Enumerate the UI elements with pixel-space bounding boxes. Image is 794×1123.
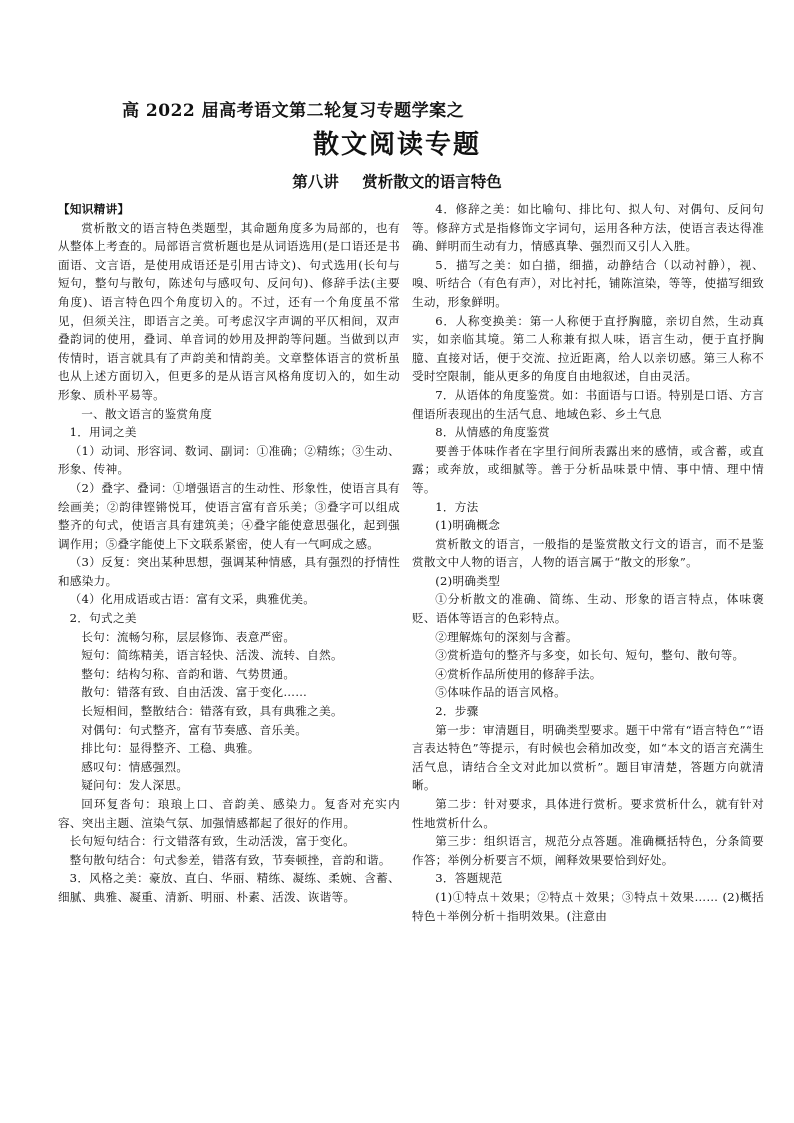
right-column-paragraph: ②理解炼句的深刻与含蓄。 xyxy=(435,629,578,644)
right-column-paragraph: (1)明确概念 xyxy=(435,518,501,533)
right-column-paragraph: (2)明确类型 xyxy=(435,573,501,588)
left-column-paragraph: 短句：简练精美，语言轻快、活泼、流转、自然。 xyxy=(81,648,343,663)
left-column-paragraph: 长句：流畅匀称，层层修饰、表意严密。 xyxy=(81,629,296,644)
right-column-paragraph: ④赏析作品所使用的修辞手法。 xyxy=(435,666,602,681)
right-column-paragraph: 1．方法 xyxy=(435,499,479,514)
left-column-paragraph: 排比句：显得整齐、工稳、典雅。 xyxy=(81,741,260,756)
right-column-paragraph: 4．修辞之美：如比喻句、排比句、拟人句、对偶句、反问句等。修辞方式是指修饰文字词句，运用各种方法，使语言表达得准确、鲜明而生动有力，情感真挚、强烈而又引人入胜。 xyxy=(412,202,764,254)
right-column-paragraph: 3．答题规范 xyxy=(435,871,503,886)
left-column-paragraph: （4）化用成语或古语：富有文采，典雅优美。 xyxy=(69,592,316,607)
left-column-paragraph: （1）动词、形容词、数词、副词：①准确；②精练；③生动、形象、传神。 xyxy=(58,443,400,477)
left-column-paragraph: 散句：错落有致、自由活泼、富于变化…… xyxy=(81,685,308,700)
right-column-paragraph: 第三步：组织语言，规范分点答题。准确概括特色，分条简要作答；举例分析要言不烦，阐释效果要恰到好处。 xyxy=(412,834,764,867)
right-column-paragraph: 5．描写之美：如白描，细描，动静结合（以动衬静），视、嗅、听结合（有色有声），对比衬托，铺陈渲染，等等，使描写细致生动，形象鲜明。 xyxy=(412,257,764,309)
right-column-paragraph: 第二步：针对要求，具体进行赏析。要求赏析什么，就有针对性地赏析什么。 xyxy=(412,797,764,830)
page-title: 散文阅读专题 xyxy=(312,130,481,160)
left-column-paragraph: 整句：结构匀称、音韵和谐、气势贯通。 xyxy=(81,666,296,681)
left-column-paragraph: （3）反复：突出某种思想，强调某种情感，具有强烈的抒情性和感染力。 xyxy=(58,555,400,588)
right-column-paragraph: 第一步：审清题目，明确类型要求。题干中常有“语言特色”“语言表达特色”等提示，有时候也会稍加改变，如“本文的语言充满生活气息，请结合全文对此加以赏析”。题目审清楚，答题方向就清晰。 xyxy=(412,722,764,793)
left-column-paragraph: 对偶句：句式整齐，富有节奏感、音乐美。 xyxy=(81,722,308,737)
left-column-paragraph: 1．用词之美 xyxy=(69,425,137,440)
left-column-paragraph: 感叹句：情感强烈。 xyxy=(81,759,189,774)
right-column-paragraph: ①分析散文的准确、简练、生动、形象的语言特点，体味褒贬、语体等语言的色彩特点。 xyxy=(412,592,764,626)
series-title: 高 2022 届高考语文第二轮复习专题学案之 xyxy=(122,101,465,121)
right-column-paragraph: 赏析散文的语言，一般指的是鉴赏散文行文的语言，而不是鉴赏散文中人物的语言，人物的语言属于“散文的形象”。 xyxy=(412,536,764,570)
left-column-paragraph: 3．风格之美：豪放、直白、华丽、精练、凝练、柔婉、含蓄、细腻、典雅、凝重、清新、明丽、朴素、活泼、诙谐等。 xyxy=(58,871,400,904)
left-column-paragraph: 【知识精讲】 xyxy=(58,202,130,216)
right-column-paragraph: ⑤体味作品的语言风格。 xyxy=(435,685,567,700)
left-column-paragraph: 2．句式之美 xyxy=(69,611,137,626)
right-column-paragraph: 6．人称变换美：第一人称便于直抒胸臆，亲切自然，生动真实，如亲临其境。第二人称兼有拟人味，语言生动，便于直抒胸臆、直接对话，便于交流、拉近距离，给人以亲切感。第三人称不受时空限制，能从更多的角度自由地叙述，自由灵活。 xyxy=(412,313,764,384)
right-column-paragraph: 2．步骤 xyxy=(435,704,479,719)
left-column xyxy=(58,200,400,907)
left-column-paragraph: 回环复沓句：琅琅上口、音韵美、感染力。复沓对充实内容、突出主题、渲染气氛、加强情感都起了很好的作用。 xyxy=(58,797,400,830)
left-column-paragraph: 一、散文语言的鉴赏角度 xyxy=(81,406,213,421)
left-column-paragraph: 长句短句结合：行文错落有致，生动活泼，富于变化。 xyxy=(69,834,356,849)
left-column-paragraph: 整句散句结合：句式参差，错落有致，节奏顿挫，音韵和谐。 xyxy=(69,852,391,867)
left-column-paragraph: 长短相间，整散结合：错落有致，具有典雅之美。 xyxy=(81,704,343,719)
right-column xyxy=(412,200,764,925)
right-column-paragraph: ③赏析造句的整齐与多变，如长句、短句，整句、散句等。 xyxy=(435,648,745,663)
left-column-paragraph: （2）叠字、叠词：①增强语言的生动性、形象性，使语言具有绘画美；②韵律铿锵悦耳，使语言富有音乐美；③叠字可以组成整齐的句式，使语言具有建筑美；④叠字能使意思强化，起到强调作用；⑤叠字能使上下文联系紧密，使人有一气呵成之感。 xyxy=(58,480,400,551)
left-column-paragraph: 赏析散文的语言特色类题型，其命题角度多为局部的，也有从整体上考查的。局部语言赏析题也是从词语选用(是口语还是书面语、文言语，是使用成语还是引用古诗文)、句式选用(长句与短句，整句与散句，陈述句与感叹句、反问句)、修辞手法(主要角度)、语言特色四个角度切入的。不过，还有一个角度虽不常见，但须关注，即语言之美。可考虑汉字声调的平仄相间，双声叠韵词的使用，叠词、单音词的妙用及押韵等问题。当做到以声传情时，语言就具有了声韵美和情韵美。文章整体语言的赏析虽也从上述方面切入，但更多的是从语言风格角度切入的，如生动形象、质朴平易等。 xyxy=(58,220,400,402)
left-column-paragraph: 疑问句：发人深思。 xyxy=(81,778,189,793)
right-column-paragraph: 7．从语体的角度鉴赏。如：书面语与口语。特别是口语、方言俚语所表现出的生活气息、地域色彩、乡土气息 xyxy=(412,387,764,421)
lecture-subtitle: 第八讲 赏析散文的语言特色 xyxy=(292,173,502,191)
right-column-paragraph: 要善于体味作者在字里行间所表露出来的感情，或含蓄，或直露；或奔放，或细腻等。善于分析品味景中情、事中情、理中情等。 xyxy=(412,443,764,495)
right-column-paragraph: 8．从情感的角度鉴赏 xyxy=(435,425,550,440)
right-column-paragraph: (1)①特点＋效果；②特点＋效果；③特点＋效果…… (2)概括特色＋举例分析＋指明效果。(注意由 xyxy=(412,889,764,923)
